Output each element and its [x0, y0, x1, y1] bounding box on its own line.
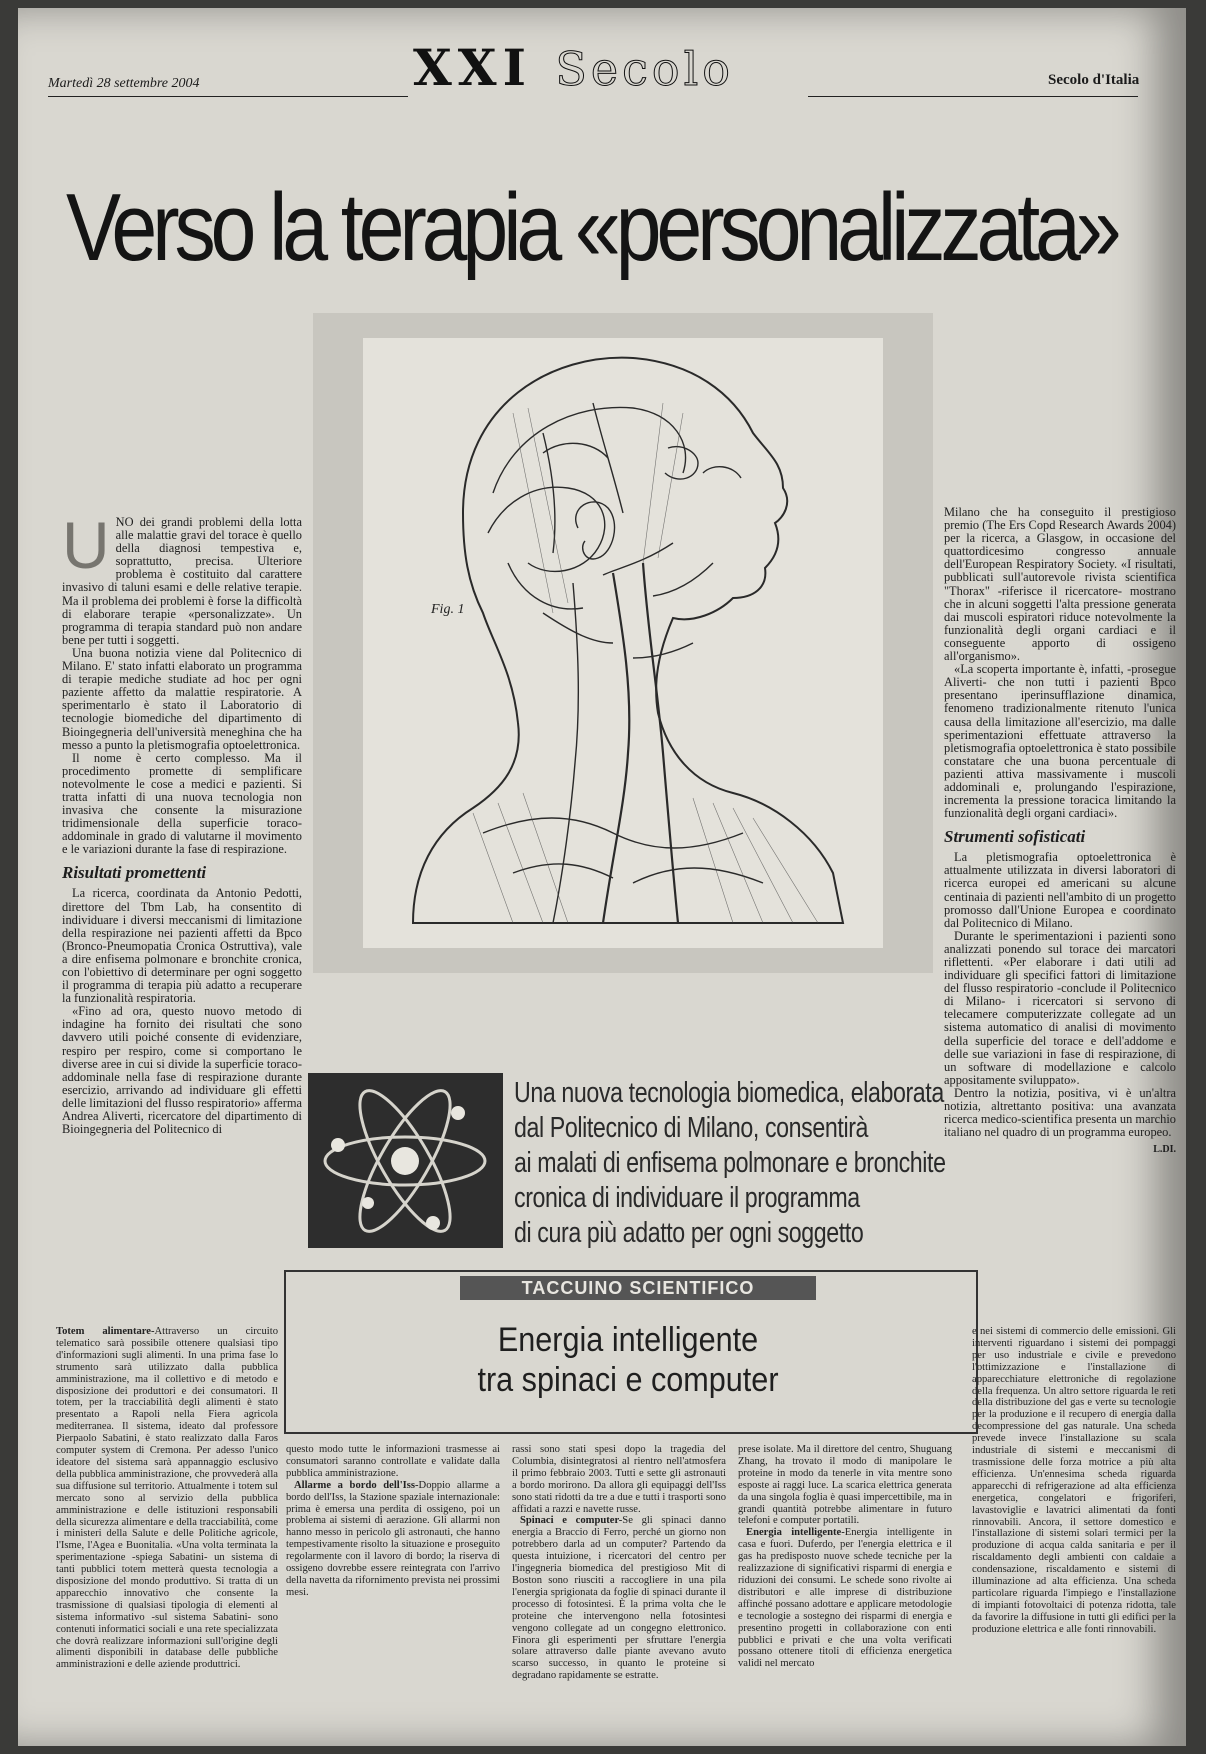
taccuino-column-3 — [512, 1444, 726, 1744]
deck-line: di cura più adatto per ogni soggetto — [514, 1217, 864, 1249]
item-text: Energia intelligente in casa e fuori. Duferdo, per l'energia elettrica e il gas ha predisposto nuove schede tecniche per la realizzazione di significativi risparmi di energia e riduzioni dei consumi. Le schede sono rivolte ai distributori e alle imprese di distribuzione affinché possano adottare e applicare metodologie e tecnologie a sostegno dei risparmi di energia e presentino progetti in collaborazione con enti pubblici e privati e che una volta verificati possano ottenere titoli di efficienza energetica validi nel mercato — [738, 1527, 952, 1670]
headline: Verso la terapia «personalizzata» — [66, 174, 1117, 281]
item-lead: Energia intelligente- — [746, 1527, 845, 1539]
item-lead: Allarme a bordo dell'Iss- — [294, 1479, 419, 1491]
paragraph: Durante le sperimentazioni i pazienti sono analizzati ponendo sul torace dei marcatori riflettenti. «Per elaborare i dati utili ad individuare gli specifici fattori di limitazione del flusso respiratorio -conclude il Politecnico di Milano- i ricercatori si servono di telecamere computerizzate collegate ad un sistema automatico di analisi di movimento della superficie del torace e dell'addome e delle sue variazioni in fase di respirazione, di un software di modellazione e calcolo appositamente sviluppato». — [944, 928, 1176, 1087]
paragraph: Una buona notizia viene dal Politecnico di Milano. E' stato infatti elaborato un programma di terapie mediche studiate ad hoc per ogni paziente affetto da malattie respiratorie. A sperimentarlo è stato il Laboratorio di tecnologie biomediche del dipartimento di Bioingegneria dell'università meneghina che ha messo a punto la pletismografia optoelettronica. — [62, 645, 302, 752]
taccuino-column-4 — [738, 1444, 952, 1744]
item-lead: Totem alimentare- — [56, 1326, 155, 1337]
article-deck — [514, 1076, 946, 1251]
paragraph: La pletismografia optoelettronica è attualmente utilizzata in diversi laboratori di ricerca europei ed americani su alcune centinaia di pazienti nell'ambito di un progetto promosso dall'Unione Europea e coordinato dal Politecnico di Milano. — [944, 850, 1176, 930]
deck-line: dal Politecnico di Milano, consentirà — [514, 1112, 869, 1144]
paragraph: «Fino ad ora, questo nuovo metodo di indagine ha fornito dei risultati che sono davvero utili poiché consente di evidenziare, respiro per respiro, come si comportano le diverse aree in cui si divide la superficie toraco-addominale nella fase di respirazione durante esercizio, arrivando ad individuare gli effetti delle limitazioni del flusso respiratorio» afferma Andrea Aliverti, ricercatore del dipartimento di Bioingegneria del Politecnico di — [62, 1004, 302, 1137]
atom-icon — [308, 1073, 503, 1248]
item-text: Doppio allarme a bordo dell'Iss, la Stazione spaziale internazionale: prima è emersa una perdita di ossigeno, poi un problema ai sistemi di aerazione. Gli allarmi non hanno messo in pericolo gli astronauti, che hanno tempestivamente risolto la situazione e proseguito regolarmente con il lavoro di bordo; la riserva di ossigeno dovrebbe essere reintegrata con l'arrivo della navetta da rifornimento prevista nei prossimi mesi. — [286, 1479, 500, 1598]
item-text: prese isolate. Ma il direttore del centro, Shuguang Zhang, ha trovato il modo di manipolare le proteine in modo da tenerle in vita mentre sono esposte ai raggi luce. La scarica elettrica generata da una singola foglia è quasi impercettibile, ma in grandi quantità potrebbe alimentare in futuro telefoni e computer portatili. — [738, 1444, 952, 1527]
masthead-rule-right — [808, 96, 1138, 97]
left-article-column — [62, 508, 302, 1137]
lead-paragraph — [62, 508, 302, 647]
dropcap: U — [62, 508, 110, 582]
head-neck-drawing-icon — [313, 313, 933, 973]
subhead-results: Risultati promettenti — [62, 863, 207, 883]
paragraph: Il nome è certo complesso. Ma il procedimento promette di semplificare notevolmente le cose a medici e pazienti. Si tratta infatti di una nuova tecnologia non invasiva che consente la misurazione tridimensionale della superficie toraco-addominale in grado di valutarne il movimento e le variazioni durante la fase di respirazione. — [62, 750, 302, 857]
newspaper-name: Secolo d'Italia — [1048, 72, 1140, 88]
logo-word: Secolo — [555, 42, 735, 96]
newspaper-page — [18, 8, 1186, 1746]
taccuino-title-line: tra spinaci e computer — [477, 1361, 779, 1399]
item-text: e nei sistemi di commercio delle emissioni. Gli interventi riguardano i sistemi dei pompaggi per uso industriale e civile e prevedono l'ottimizzazione e l'installazione di apparecchiature elettroniche di regolazione della frequenza. Un altro settore riguarda le reti della distribuzione del gas e verte su tecnologie per la produzione e il recupero di energia dalla decompressione del gas naturale. Una scheda prevede invece l'installazione su scala industriale di sistemi e meccanismi di trasmissione delle forza motrice a più alta efficienza. Un'ennesima scheda riguarda apparecchi di refrigerazione ad alta efficienza energetica, congelatori e frigoriferi, lavastoviglie e lavatrici alimentati da fonti rinnovabili. Ancora, il settore domestico e l'installazione di sistemi solari termici per la produzione di acqua calda sanitaria e per il riscaldamento degli ambienti con caldaie a condensazione, riscaldamento e sistemi di illuminazione ad alta efficienza. Una scheda particolare riguarda l'impiego e l'installazione di impianti fotovoltaici di potenza ridotta, tale da favorire la diffusione in tutti gli edifici per la produzione elettrica e alle fonti rinnovabili. — [972, 1326, 1176, 1635]
atom-graphic — [308, 1073, 503, 1248]
figure-caption: Fig. 1 — [431, 602, 465, 617]
anatomical-illustration — [313, 313, 933, 973]
paragraph: «La scoperta importante è, infatti, -prosegue Aliverti- che non tutti i pazienti Bpco presentano iperinsufflazione dinamica, fenomeno tradizionalmente ritenuto l'unica causa della limitazione all'esercizio, ma dalle sperimentazioni effettuate attraverso la pletismografia optoelettronica è stato possibile constatare che una buona percentuale di pazienti attiva massivamente i muscoli addominali e, prolungando l'espirazione, incrementa la pressione toracica limitando la funzionalità degli organi cardiaci». — [944, 662, 1176, 821]
masthead-rule-left — [48, 96, 408, 97]
item-lead: Spinaci e computer- — [520, 1515, 623, 1527]
taccuino-column-5 — [972, 1326, 1176, 1744]
item-text: rassi sono stati spesi dopo la tragedia del Columbia, disintegratosi al rientro nell'atmosfera il primo febbraio 2003. Tutti e sette gli astronauti a bordo morirono. Da allora gli equipaggi dell'Iss sono stati ridotti da tre a due e tutti i trasporti sono affidati a razzi e navette russe. — [512, 1444, 726, 1515]
taccuino-title-line: Energia intelligente — [497, 1321, 759, 1359]
taccuino-title — [349, 1320, 907, 1400]
author-signature: L.DI. — [1153, 1144, 1176, 1156]
paragraph: La ricerca, coordinata da Antonio Pedotti, direttore del Tbm Lab, ha consentito di individuare i diversi meccanismi di limitazione della respirazione nei pazienti affetti da Bpco (Bronco-Pneumopatia Cronica Ostruttiva), vale a dire enfisema polmonare e bronchite cronica, con l'obiettivo di determinare per ogni soggetto il programma di terapia più adatto a recuperare la funzionalità respiratoria. — [62, 886, 302, 1006]
logo-numeral: XXI — [413, 38, 532, 97]
section-logo — [413, 38, 734, 97]
deck-line: cronica di individuare il programma — [514, 1182, 860, 1214]
issue-date: Martedì 28 settembre 2004 — [48, 76, 200, 91]
paragraph: Milano che ha conseguito il prestigioso premio (The Ers Copd Research Awards 2004) per la ricerca, a Glasgow, in occasione del quattordicesimo congresso annuale dell'European Respiratory Society. «I risultati, pubblicati sull'autorevole rivista scientifica "Thorax" -riferisce il ricercatore- mostrano che in alcuni soggetti l'alta pressione generata dai muscoli espiratori riduce notevolmente la funzionalità degli organi cardiaci e il conseguente apporto di ossigeno all'organismo». — [944, 505, 1176, 664]
paragraph: Dentro la notizia, positiva, vi è un'altra notizia, altrettanto positiva: una avanzata ricerca medico-scientifica presenta un marchio italiano nel quadro di un programma europeo. — [944, 1085, 1176, 1140]
deck-line: Una nuova tecnologia biomedica, elaborata — [514, 1077, 944, 1109]
deck-line: ai malati di enfisema polmonare e bronchite — [514, 1147, 946, 1179]
lead-text: NO dei grandi problemi della lotta alle malattie gravi del torace è quello della diagnosi tempestiva e, soprattutto, precisa. Ulteriore problema è costituito dal carattere invasivo di taluni esami e delle relative terapie. Ma il problema dei problemi è forse la difficoltà di elaborare terapie «personalizzate». Un programma di terapia standard può non andare bene per tutti i soggetti. — [62, 515, 302, 647]
right-article-column — [944, 506, 1176, 1156]
taccuino-column-1 — [56, 1326, 278, 1744]
subhead-tools: Strumenti sofisticati — [944, 827, 1086, 847]
taccuino-column-2 — [286, 1444, 500, 1744]
item-text: questo modo tutte le informazioni trasmesse ai consumatori saranno controllate e validate dalla pubblica amministrazione. — [286, 1444, 500, 1479]
taccuino-label: TACCUINO SCIENTIFICO — [460, 1276, 816, 1300]
item-text: Se gli spinaci danno energia a Braccio di Ferro, perché un giorno non potrebbero darla ad un computer? Partendo da questa intuizione, i ricercatori del centro per l'ingegneria biomedica del prestigioso Mit di Boston sono riusciti a raccogliere in una pila l'energia sprigionata da foglie di spinaci durante il processo di fotosintesi. È la prima volta che le proteine che intervengono nella fotosintesi vengono collegate ad un congegno elettronico. Finora gli esperimenti per sfruttare l'energia solare attraverso dalle piante avevano avuto scarso successo, in quanto le proteine si degradano rapidamente se estratte. — [512, 1515, 726, 1682]
item-text: Attraverso un circuito telematico sarà possibile ottenere qualsiasi tipo d'informazioni sugli alimenti. In una prima fase lo strumento sarà utilizzato dalla pubblica amministrazione, ma il collettivo e di metodo e disposizione dei produttori e dei consumatori. Il totem, per la tracciabilità degli alimenti è stato presentato a Rapoli nella Fiera agricola mediterranea. Il sistema, ideato dal professore Pierpaolo Sabatini, è stato realizzato dalla Faros computer system di Cremona. Per adesso l'unico ideatore del sistema sarà appannaggio esclusivo della pubblica amministrazione, che provvederà alla sua diffusione sul territorio. Attualmente i totem sul mercato sono al servizio della pubblica amministrazione e delle istituzioni responsabili della sicurezza alimentare e della tracciabilità, come i ministeri della Salute e delle Politiche agricole, l'Isme, l'Agea e Buonitalia. «Una volta terminata la sperimentazione -spiega Sabatini- un sistema di tanti pubblici totem metterà questa tecnologia a disposizione del mondo produttivo. Si tratta di un apparecchio innovativo che consente la trasmissione di qualsiasi tipologia di elementi al sistema informativo -sul sistema Sabatini- sono contenuti informatici sociali e una rete specializzata che dovrà realizzare informazioni sull'origine degli alimenti disponibili in database delle pubbliche amministrazioni e delle aziende produttrici. — [56, 1326, 278, 1671]
